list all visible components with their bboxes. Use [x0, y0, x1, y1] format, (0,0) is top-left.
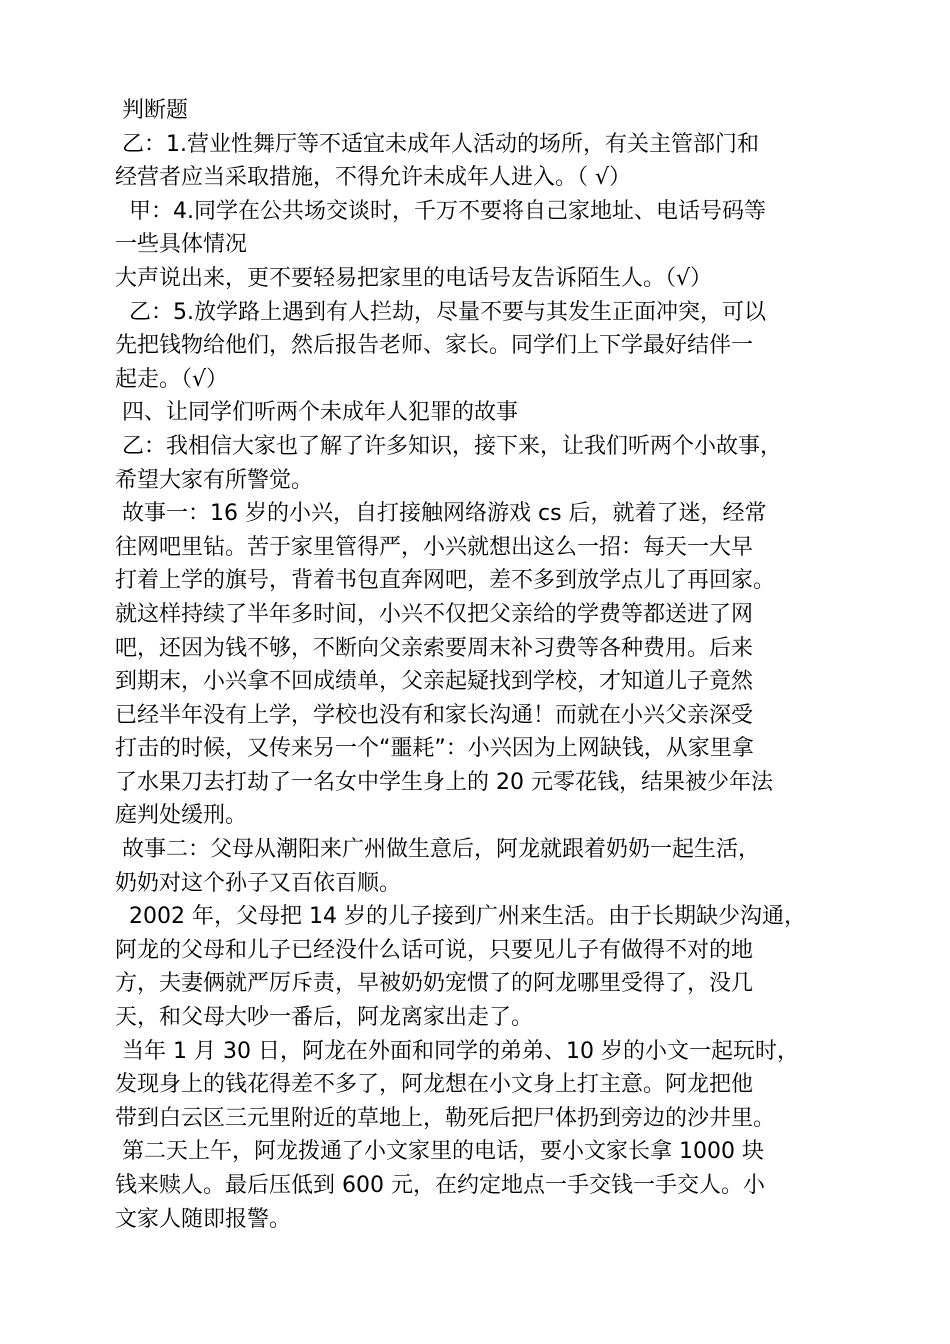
text-line: 庭判处缓刑。 [115, 803, 248, 829]
text-line: 打着上学的旗号，背着书包直奔网吧，差不多到放学点儿了再回家。 [115, 568, 776, 594]
text-line: 当年 1 月 30 日，阿龙在外面和同学的弟弟、10 岁的小文一起玩时， [115, 1038, 799, 1064]
text-line: 四、让同学们听两个未成年人犯罪的故事 [115, 400, 518, 426]
text-line: 故事一：16 岁的小兴，自打接触网络游戏 cs 后，就着了迷，经常 [115, 501, 767, 527]
text-line: 乙：5.放学路上遇到有人拦劫，尽量不要与其发生正面冲突，可以 [115, 299, 766, 325]
text-line: 2002 年，父母把 14 岁的儿子接到广州来生活。由于长期缺少沟通， [115, 904, 806, 930]
text-line: 故事二：父母从潮阳来广州做生意后，阿龙就跟着奶奶一起生活， [115, 837, 760, 863]
text-line: 第二天上午，阿龙拨通了小文家里的电话，要小文家长拿 1000 块 [115, 1139, 764, 1165]
text-line: 发现身上的钱花得差不多了，阿龙想在小文身上打主意。阿龙把他 [115, 1072, 754, 1098]
text-line: 甲：4.同学在公共场交谈时，千万不要将自己家地址、电话号码等 [115, 198, 766, 224]
text-line: 乙：我相信大家也了解了许多知识，接下来，让我们听两个小故事， [115, 433, 782, 459]
text-line: 乙：1.营业性舞厅等不适宜未成年人活动的场所，有关主管部门和 [115, 131, 759, 157]
document-body [115, 94, 835, 1236]
text-line: 先把钱物给他们，然后报告老师、家长。同学们上下学最好结伴一 [115, 333, 754, 359]
text-line: 方，夫妻俩就严厉斥责，早被奶奶宠惯了的阿龙哪里受得了，没几 [115, 971, 754, 997]
text-line: 就这样持续了半年多时间，小兴不仅把父亲给的学费等都送进了网 [115, 601, 754, 627]
text-line: 经营者应当采取措施，不得允许未成年人进入。（ √） [115, 165, 632, 191]
text-line: 奶奶对这个孙子又百依百顺。 [115, 870, 402, 896]
text-line: 钱来赎人。最后压低到 600 元，在约定地点一手交钱一手交人。小 [115, 1173, 765, 1198]
text-line: 天，和父母大吵一番后，阿龙离家出走了。 [115, 1005, 534, 1031]
text-line: 往网吧里钻。苦于家里管得严，小兴就想出这么一招：每天一大早 [115, 534, 754, 560]
text-line: 已经半年没有上学，学校也没有和家长沟通！而就在小兴父亲深受 [115, 702, 754, 728]
text-line: 希望大家有所警觉。 [115, 467, 314, 493]
text-line: 吧，还因为钱不够，不断向父亲索要周末补习费等各种费用。后来 [115, 635, 754, 661]
text-line: 起走。（√） [115, 366, 229, 392]
text-line: 大声说出来，更不要轻易把家里的电话号友告诉陌生人。（√） [115, 265, 713, 291]
text-line: 到期末，小兴拿不回成绩单，父亲起疑找到学校，才知道儿子竟然 [115, 669, 754, 695]
text-line: 了水果刀去打劫了一名女中学生身上的 20 元零花钱，结果被少年法 [115, 769, 773, 795]
text-line: 一些具体情况 [115, 232, 248, 258]
text-line: 打击的时候，又传来另一个“噩耗”：小兴因为上网缺钱，从家里拿 [115, 736, 754, 762]
text-line: 带到白云区三元里附近的草地上，勒死后把尸体扔到旁边的沙井里。 [115, 1105, 776, 1131]
text-line: 判断题 [115, 98, 188, 123]
text-line: 文家人随即报警。 [115, 1206, 292, 1232]
text-line: 阿龙的父母和儿子已经没什么话可说，只要见儿子有做得不对的地 [115, 937, 754, 963]
